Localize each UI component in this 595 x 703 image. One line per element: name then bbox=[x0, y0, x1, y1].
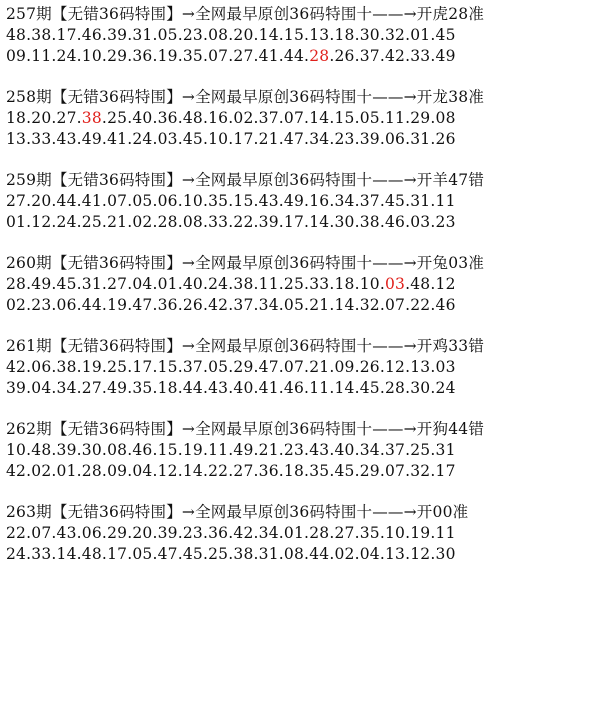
number-cell: 01 bbox=[56, 462, 77, 480]
number-cell: 33 bbox=[31, 545, 52, 563]
number-cell: 24 bbox=[56, 213, 77, 231]
number-cell: 04 bbox=[132, 462, 153, 480]
number-cell: 28 bbox=[6, 275, 27, 293]
number-cell: 21 bbox=[309, 296, 330, 314]
number-cell: 36 bbox=[258, 462, 279, 480]
number-cell: 26 bbox=[334, 47, 355, 65]
number-cell: 37 bbox=[258, 109, 279, 127]
number-cell: 27 bbox=[107, 275, 128, 293]
number-cell: 20 bbox=[31, 109, 52, 127]
number-cell: 20 bbox=[233, 26, 254, 44]
number-cell: 42 bbox=[384, 47, 406, 65]
number-cell: 14 bbox=[309, 109, 330, 127]
number-cell: 38 bbox=[81, 109, 102, 127]
number-row: 10.48.39.30.08.46.15.19.11.49.21.23.43.40.34.37.25.31 bbox=[6, 441, 456, 459]
number-cell: 43 bbox=[258, 192, 279, 210]
number-cell: 45 bbox=[56, 275, 77, 293]
number-cell: 23 bbox=[435, 213, 456, 231]
number-cell: 44 bbox=[309, 545, 330, 563]
number-cell: 24 bbox=[208, 275, 229, 293]
number-cell: 19 bbox=[182, 441, 203, 459]
number-cell: 16 bbox=[309, 192, 330, 210]
number-cell: 30 bbox=[334, 213, 355, 231]
number-cell: 11 bbox=[435, 192, 456, 210]
number-cell: 42 bbox=[6, 462, 27, 480]
number-cell: 03 bbox=[384, 275, 406, 293]
number-cell: 02 bbox=[233, 109, 254, 127]
number-cell: 19 bbox=[107, 296, 128, 314]
number-cell: 09 bbox=[334, 358, 355, 376]
number-cell: 18 bbox=[334, 275, 355, 293]
number-cell: 12 bbox=[384, 358, 406, 376]
number-cell: 21 bbox=[107, 213, 128, 231]
number-row: 02.23.06.44.19.47.36.26.42.37.34.05.21.14.32.07.22.46 bbox=[6, 296, 456, 314]
number-cell: 02 bbox=[6, 296, 27, 314]
number-cell: 05 bbox=[283, 296, 305, 314]
number-cell: 34 bbox=[359, 441, 380, 459]
number-cell: 38 bbox=[233, 275, 254, 293]
number-cell: 32 bbox=[410, 462, 431, 480]
number-cell: 19 bbox=[81, 358, 102, 376]
number-cell: 32 bbox=[384, 26, 406, 44]
number-cell: 36 bbox=[132, 47, 153, 65]
number-cell: 07 bbox=[208, 47, 229, 65]
number-cell: 45 bbox=[334, 462, 355, 480]
number-cell: 15 bbox=[157, 441, 178, 459]
period-header: 262期【无错36码特围】→全网最早原创36码特围十——→开狗44错 bbox=[6, 420, 485, 438]
number-cell: 49 bbox=[283, 192, 305, 210]
number-cell: 25 bbox=[208, 545, 229, 563]
number-cell: 49 bbox=[107, 379, 128, 397]
number-cell: 13 bbox=[6, 130, 27, 148]
number-cell: 30 bbox=[435, 545, 456, 563]
number-cell: 17 bbox=[107, 545, 128, 563]
number-cell: 10 bbox=[81, 47, 102, 65]
number-cell: 41 bbox=[258, 379, 279, 397]
number-cell: 22 bbox=[6, 524, 27, 542]
number-cell: 34 bbox=[258, 524, 279, 542]
number-cell: 23 bbox=[31, 296, 52, 314]
number-cell: 49 bbox=[233, 441, 254, 459]
number-cell: 27 bbox=[233, 462, 254, 480]
number-cell: 27 bbox=[6, 192, 27, 210]
number-cell: 30 bbox=[410, 379, 431, 397]
number-cell: 33 bbox=[208, 213, 229, 231]
number-cell: 17 bbox=[435, 462, 456, 480]
number-cell: 13 bbox=[410, 358, 431, 376]
number-cell: 14 bbox=[309, 213, 330, 231]
number-cell: 18 bbox=[157, 379, 178, 397]
number-cell: 10 bbox=[384, 524, 406, 542]
number-cell: 17 bbox=[132, 358, 153, 376]
number-cell: 02 bbox=[31, 462, 52, 480]
number-cell: 06 bbox=[157, 192, 178, 210]
number-cell: 46 bbox=[283, 379, 305, 397]
number-cell: 37 bbox=[359, 47, 380, 65]
number-cell: 28 bbox=[384, 379, 406, 397]
number-cell: 45 bbox=[384, 192, 406, 210]
number-cell: 13 bbox=[309, 26, 330, 44]
number-cell: 33 bbox=[309, 275, 330, 293]
number-cell: 39 bbox=[107, 26, 128, 44]
number-cell: 07 bbox=[283, 358, 305, 376]
number-cell: 02 bbox=[132, 213, 153, 231]
number-cell: 48 bbox=[182, 109, 203, 127]
number-cell: 11 bbox=[435, 524, 456, 542]
period-header: 260期【无错36码特围】→全网最早原创36码特围十——→开兔03准 bbox=[6, 254, 485, 272]
number-cell: 05 bbox=[132, 545, 153, 563]
number-cell: 03 bbox=[410, 213, 431, 231]
number-cell: 44 bbox=[283, 47, 305, 65]
number-cell: 15 bbox=[157, 358, 178, 376]
number-cell: 43 bbox=[208, 379, 229, 397]
number-cell: 14 bbox=[182, 462, 203, 480]
number-cell: 35 bbox=[359, 524, 380, 542]
number-cell: 39 bbox=[6, 379, 27, 397]
number-cell: 24 bbox=[132, 130, 153, 148]
number-cell: 40 bbox=[233, 379, 254, 397]
number-cell: 17 bbox=[233, 130, 254, 148]
number-cell: 42 bbox=[233, 524, 254, 542]
number-cell: 34 bbox=[56, 379, 77, 397]
number-cell: 45 bbox=[435, 26, 456, 44]
number-cell: 29 bbox=[107, 47, 128, 65]
period-block bbox=[6, 170, 591, 233]
number-cell: 27 bbox=[56, 109, 77, 127]
number-cell: 41 bbox=[258, 47, 279, 65]
number-cell: 34 bbox=[258, 296, 279, 314]
number-cell: 46 bbox=[81, 26, 102, 44]
number-cell: 38 bbox=[56, 358, 77, 376]
number-row: 18.20.27.38.25.40.36.48.16.02.37.07.14.15.05.11.29.08 bbox=[6, 109, 456, 127]
number-cell: 49 bbox=[31, 275, 52, 293]
number-cell: 28 bbox=[81, 462, 102, 480]
number-cell: 25 bbox=[410, 441, 431, 459]
number-cell: 45 bbox=[182, 545, 203, 563]
number-row: 09.11.24.10.29.36.19.35.07.27.41.44.28.26.37.42.33.49 bbox=[6, 47, 456, 65]
number-cell: 44 bbox=[81, 296, 102, 314]
number-cell: 09 bbox=[6, 47, 27, 65]
number-cell: 40 bbox=[182, 275, 203, 293]
number-cell: 31 bbox=[435, 441, 456, 459]
number-cell: 49 bbox=[81, 130, 102, 148]
number-row: 22.07.43.06.29.20.39.23.36.42.34.01.28.27.35.10.19.11 bbox=[6, 524, 456, 542]
number-cell: 48 bbox=[6, 26, 27, 44]
number-cell: 08 bbox=[283, 545, 305, 563]
number-row: 27.20.44.41.07.05.06.10.35.15.43.49.16.34.37.45.31.11 bbox=[6, 192, 456, 210]
number-cell: 38 bbox=[31, 26, 52, 44]
number-cell: 21 bbox=[309, 358, 330, 376]
number-cell: 01 bbox=[6, 213, 27, 231]
number-cell: 31 bbox=[410, 130, 431, 148]
number-cell: 10 bbox=[6, 441, 27, 459]
number-cell: 08 bbox=[182, 213, 203, 231]
document bbox=[6, 4, 591, 585]
number-cell: 11 bbox=[31, 47, 52, 65]
number-cell: 24 bbox=[56, 47, 77, 65]
number-cell: 30 bbox=[359, 26, 380, 44]
number-cell: 23 bbox=[182, 26, 203, 44]
number-cell: 31 bbox=[132, 26, 153, 44]
number-cell: 14 bbox=[334, 379, 355, 397]
number-cell: 10 bbox=[182, 192, 203, 210]
number-cell: 41 bbox=[81, 192, 102, 210]
number-cell: 03 bbox=[157, 130, 178, 148]
number-cell: 04 bbox=[132, 275, 153, 293]
number-cell: 42 bbox=[6, 358, 27, 376]
number-row: 48.38.17.46.39.31.05.23.08.20.14.15.13.18.30.32.01.45 bbox=[6, 26, 456, 44]
number-cell: 14 bbox=[334, 296, 355, 314]
number-cell: 28 bbox=[309, 524, 330, 542]
number-cell: 11 bbox=[208, 441, 229, 459]
number-cell: 25 bbox=[81, 213, 102, 231]
number-cell: 35 bbox=[208, 192, 229, 210]
number-cell: 26 bbox=[182, 296, 203, 314]
number-cell: 46 bbox=[132, 441, 153, 459]
number-cell: 06 bbox=[56, 296, 77, 314]
number-row: 28.49.45.31.27.04.01.40.24.38.11.25.33.18.10.03.48.12 bbox=[6, 275, 456, 293]
number-cell: 17 bbox=[283, 213, 305, 231]
period-block bbox=[6, 253, 591, 316]
number-cell: 37 bbox=[359, 192, 380, 210]
number-cell: 05 bbox=[132, 192, 153, 210]
number-cell: 39 bbox=[157, 524, 178, 542]
number-cell: 11 bbox=[309, 379, 330, 397]
number-row: 39.04.34.27.49.35.18.44.43.40.41.46.11.14.45.28.30.24 bbox=[6, 379, 456, 397]
number-cell: 27 bbox=[81, 379, 102, 397]
number-cell: 37 bbox=[384, 441, 406, 459]
number-cell: 44 bbox=[56, 192, 77, 210]
period-header: 263期【无错36码特围】→全网最早原创36码特围十——→开00准 bbox=[6, 503, 469, 521]
number-cell: 06 bbox=[81, 524, 102, 542]
number-cell: 40 bbox=[132, 109, 153, 127]
number-cell: 21 bbox=[258, 441, 279, 459]
number-cell: 19 bbox=[157, 47, 178, 65]
number-cell: 20 bbox=[132, 524, 153, 542]
number-cell: 06 bbox=[31, 358, 52, 376]
period-header: 257期【无错36码特围】→全网最早原创36码特围十——→开虎28准 bbox=[6, 5, 485, 23]
number-cell: 09 bbox=[107, 462, 128, 480]
number-cell: 07 bbox=[107, 192, 128, 210]
number-cell: 31 bbox=[81, 275, 102, 293]
number-cell: 13 bbox=[384, 545, 406, 563]
number-cell: 36 bbox=[157, 296, 178, 314]
number-cell: 05 bbox=[208, 358, 229, 376]
period-block bbox=[6, 87, 591, 150]
number-cell: 35 bbox=[309, 462, 330, 480]
number-cell: 18 bbox=[6, 109, 27, 127]
number-cell: 12 bbox=[435, 275, 456, 293]
number-cell: 16 bbox=[208, 109, 229, 127]
number-cell: 15 bbox=[283, 26, 305, 44]
number-cell: 23 bbox=[283, 441, 305, 459]
number-cell: 12 bbox=[31, 213, 52, 231]
number-cell: 19 bbox=[410, 524, 431, 542]
number-cell: 29 bbox=[410, 109, 431, 127]
number-cell: 12 bbox=[157, 462, 178, 480]
number-cell: 48 bbox=[31, 441, 52, 459]
number-cell: 34 bbox=[334, 192, 355, 210]
number-cell: 38 bbox=[359, 213, 380, 231]
number-cell: 05 bbox=[157, 26, 178, 44]
number-row: 42.02.01.28.09.04.12.14.22.27.36.18.35.45.29.07.32.17 bbox=[6, 462, 456, 480]
number-cell: 47 bbox=[132, 296, 153, 314]
number-cell: 15 bbox=[334, 109, 355, 127]
number-cell: 36 bbox=[208, 524, 229, 542]
period-header: 259期【无错36码特围】→全网最早原创36码特围十——→开羊47错 bbox=[6, 171, 485, 189]
number-cell: 22 bbox=[208, 462, 229, 480]
number-cell: 37 bbox=[233, 296, 254, 314]
number-cell: 29 bbox=[233, 358, 254, 376]
period-block bbox=[6, 502, 591, 565]
number-cell: 30 bbox=[81, 441, 102, 459]
number-cell: 02 bbox=[334, 545, 355, 563]
number-cell: 33 bbox=[31, 130, 52, 148]
number-cell: 22 bbox=[410, 296, 431, 314]
number-cell: 29 bbox=[359, 462, 380, 480]
number-cell: 47 bbox=[258, 358, 279, 376]
period-header: 261期【无错36码特围】→全网最早原创36码特围十——→开鸡33错 bbox=[6, 337, 485, 355]
number-cell: 28 bbox=[309, 47, 330, 65]
number-cell: 45 bbox=[182, 130, 203, 148]
number-cell: 07 bbox=[384, 296, 406, 314]
number-row: 01.12.24.25.21.02.28.08.33.22.39.17.14.30.38.46.03.23 bbox=[6, 213, 456, 231]
number-cell: 06 bbox=[384, 130, 406, 148]
number-cell: 10 bbox=[359, 275, 380, 293]
number-cell: 35 bbox=[182, 47, 203, 65]
number-cell: 20 bbox=[31, 192, 52, 210]
number-cell: 43 bbox=[56, 524, 77, 542]
number-cell: 32 bbox=[359, 296, 380, 314]
number-cell: 11 bbox=[258, 275, 279, 293]
number-cell: 07 bbox=[31, 524, 52, 542]
number-cell: 40 bbox=[334, 441, 355, 459]
number-cell: 12 bbox=[410, 545, 431, 563]
number-cell: 31 bbox=[410, 192, 431, 210]
number-cell: 17 bbox=[56, 26, 77, 44]
number-row: 13.33.43.49.41.24.03.45.10.17.21.47.34.23.39.06.31.26 bbox=[6, 130, 456, 148]
number-cell: 08 bbox=[107, 441, 128, 459]
number-cell: 01 bbox=[157, 275, 178, 293]
number-cell: 28 bbox=[157, 213, 178, 231]
number-cell: 04 bbox=[359, 545, 380, 563]
number-cell: 25 bbox=[107, 109, 128, 127]
number-cell: 23 bbox=[182, 524, 203, 542]
number-cell: 31 bbox=[258, 545, 279, 563]
number-row: 42.06.38.19.25.17.15.37.05.29.47.07.21.09.26.12.13.03 bbox=[6, 358, 456, 376]
number-cell: 46 bbox=[435, 296, 456, 314]
number-cell: 39 bbox=[56, 441, 77, 459]
number-cell: 26 bbox=[359, 358, 380, 376]
number-cell: 08 bbox=[208, 26, 229, 44]
number-cell: 43 bbox=[56, 130, 77, 148]
number-cell: 33 bbox=[410, 47, 431, 65]
number-cell: 45 bbox=[359, 379, 380, 397]
number-cell: 24 bbox=[435, 379, 456, 397]
number-cell: 43 bbox=[309, 441, 330, 459]
number-cell: 44 bbox=[182, 379, 203, 397]
number-cell: 14 bbox=[56, 545, 77, 563]
number-cell: 03 bbox=[435, 358, 456, 376]
number-cell: 27 bbox=[233, 47, 254, 65]
number-cell: 47 bbox=[157, 545, 178, 563]
number-cell: 38 bbox=[233, 545, 254, 563]
number-cell: 15 bbox=[233, 192, 254, 210]
number-cell: 25 bbox=[107, 358, 128, 376]
number-cell: 05 bbox=[359, 109, 380, 127]
period-header: 258期【无错36码特围】→全网最早原创36码特围十——→开龙38准 bbox=[6, 88, 485, 106]
number-cell: 48 bbox=[81, 545, 102, 563]
number-cell: 46 bbox=[384, 213, 406, 231]
period-block bbox=[6, 419, 591, 482]
number-cell: 14 bbox=[258, 26, 279, 44]
number-cell: 07 bbox=[283, 109, 305, 127]
number-cell: 07 bbox=[384, 462, 406, 480]
number-cell: 34 bbox=[309, 130, 330, 148]
number-cell: 42 bbox=[208, 296, 229, 314]
number-cell: 37 bbox=[182, 358, 203, 376]
number-cell: 27 bbox=[334, 524, 355, 542]
number-cell: 26 bbox=[435, 130, 456, 148]
number-cell: 36 bbox=[157, 109, 178, 127]
period-block bbox=[6, 336, 591, 399]
number-cell: 11 bbox=[384, 109, 406, 127]
number-cell: 35 bbox=[132, 379, 153, 397]
number-cell: 22 bbox=[233, 213, 254, 231]
number-cell: 08 bbox=[435, 109, 456, 127]
number-cell: 41 bbox=[107, 130, 128, 148]
number-cell: 39 bbox=[258, 213, 279, 231]
number-cell: 47 bbox=[283, 130, 305, 148]
number-row: 24.33.14.48.17.05.47.45.25.38.31.08.44.02.04.13.12.30 bbox=[6, 545, 456, 563]
number-cell: 48 bbox=[410, 275, 431, 293]
number-cell: 18 bbox=[283, 462, 305, 480]
number-cell: 21 bbox=[258, 130, 279, 148]
number-cell: 01 bbox=[283, 524, 305, 542]
number-cell: 18 bbox=[334, 26, 355, 44]
period-block bbox=[6, 4, 591, 67]
number-cell: 39 bbox=[359, 130, 380, 148]
number-cell: 04 bbox=[31, 379, 52, 397]
number-cell: 29 bbox=[107, 524, 128, 542]
number-cell: 49 bbox=[435, 47, 456, 65]
number-cell: 24 bbox=[6, 545, 27, 563]
number-cell: 23 bbox=[334, 130, 355, 148]
number-cell: 01 bbox=[410, 26, 431, 44]
number-cell: 10 bbox=[208, 130, 229, 148]
number-cell: 25 bbox=[283, 275, 305, 293]
